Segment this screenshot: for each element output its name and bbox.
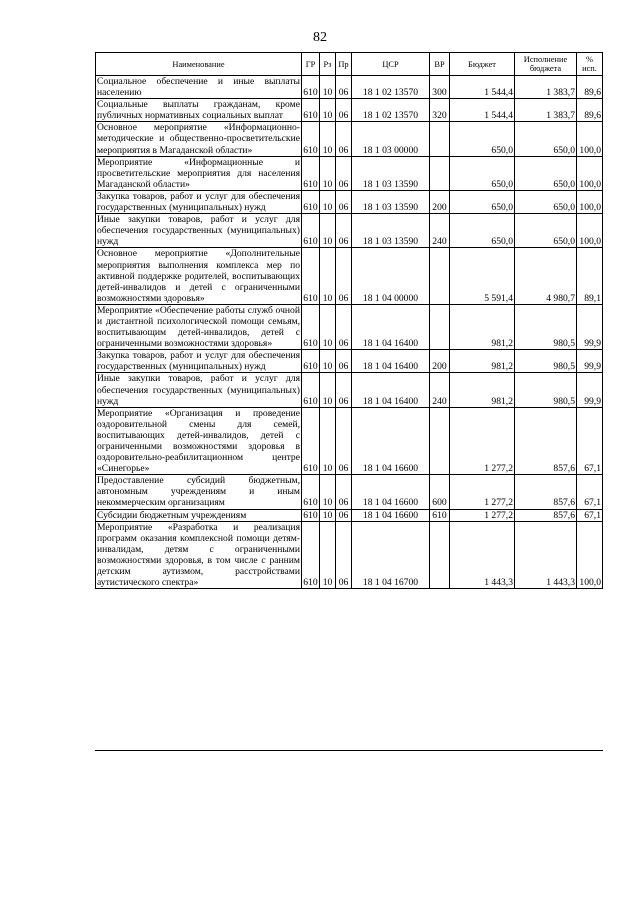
- cell-pr: 06: [336, 521, 352, 589]
- cell-percent: 89,6: [577, 76, 603, 99]
- cell-pr: 06: [336, 350, 352, 373]
- cell-budget: 650,0: [450, 214, 515, 248]
- header-vr: ВР: [430, 53, 450, 76]
- cell-csr: 18 1 03 13590: [352, 190, 430, 213]
- table-row: [96, 76, 603, 99]
- cell-vr: [430, 521, 450, 589]
- cell-gr: 610: [302, 76, 320, 99]
- cell-rz: 10: [320, 214, 336, 248]
- cell-pr: 06: [336, 190, 352, 213]
- header-name: Наименование: [96, 53, 302, 76]
- table-row: [96, 373, 603, 407]
- cell-budget: 1 277,2: [450, 407, 515, 475]
- cell-execution: 980,5: [515, 373, 577, 407]
- cell-vr: 200: [430, 350, 450, 373]
- cell-csr: 18 1 02 13570: [352, 99, 430, 122]
- cell-csr: 18 1 04 16600: [352, 509, 430, 521]
- cell-gr: 610: [302, 350, 320, 373]
- cell-pr: 06: [336, 373, 352, 407]
- cell-name: Иные закупки товаров, работ и услуг для обеспечения государственных (муниципальных) нужд: [97, 214, 300, 248]
- header-rz: Рз: [320, 53, 336, 76]
- cell-csr: 18 1 04 16600: [352, 475, 430, 509]
- cell-gr: 610: [302, 373, 320, 407]
- cell-budget: 650,0: [450, 190, 515, 213]
- cell-budget: 1 277,2: [450, 475, 515, 509]
- cell-csr: 18 1 04 16400: [352, 350, 430, 373]
- cell-budget: 981,2: [450, 304, 515, 349]
- cell-vr: 600: [430, 475, 450, 509]
- cell-gr: 610: [302, 122, 320, 156]
- cell-name: Иные закупки товаров, работ и услуг для обеспечения государственных (муниципальных) нужд: [97, 373, 300, 407]
- cell-budget: 650,0: [450, 122, 515, 156]
- cell-rz: 10: [320, 76, 336, 99]
- table-row: [96, 122, 603, 156]
- cell-gr: 610: [302, 475, 320, 509]
- table-row: [96, 214, 603, 248]
- cell-budget: 650,0: [450, 156, 515, 190]
- cell-execution: 650,0: [515, 214, 577, 248]
- cell-vr: 320: [430, 99, 450, 122]
- table-header-row: [96, 53, 603, 76]
- cell-pr: 06: [336, 214, 352, 248]
- cell-percent: 67,1: [577, 509, 603, 521]
- cell-name: Социальные выплаты гражданам, кроме публичных нормативных социальных выплат: [97, 99, 300, 122]
- cell-execution: 1 443,3: [515, 521, 577, 589]
- cell-gr: 610: [302, 190, 320, 213]
- cell-gr: 610: [302, 407, 320, 475]
- cell-gr: 610: [303, 509, 318, 521]
- cell-percent: 89,1: [577, 248, 603, 304]
- header-gr: ГР: [302, 53, 320, 76]
- cell-rz: 10: [320, 156, 336, 190]
- cell-percent: 99,9: [577, 350, 603, 373]
- header-pr: Пр: [336, 53, 352, 76]
- cell-percent: 89,6: [577, 99, 603, 122]
- header-budget: Бюджет: [450, 53, 515, 76]
- cell-budget: 1 544,4: [450, 76, 515, 99]
- cell-percent: 100,0: [577, 214, 603, 248]
- table-row: [96, 190, 603, 213]
- table-row: [96, 475, 603, 509]
- cell-gr: 610: [302, 214, 320, 248]
- cell-percent: 67,1: [577, 407, 603, 475]
- cell-vr: 610: [430, 509, 450, 521]
- table-row: [96, 304, 603, 349]
- cell-rz: 10: [320, 407, 336, 475]
- cell-execution: 980,5: [515, 350, 577, 373]
- cell-percent: 100,0: [577, 156, 603, 190]
- cell-name: Субсидии бюджетным учреждениям: [96, 509, 302, 521]
- cell-rz: 10: [320, 122, 336, 156]
- cell-vr: [430, 122, 450, 156]
- header-percent: % исп.: [577, 53, 603, 76]
- cell-csr: 18 1 04 16400: [352, 304, 430, 349]
- cell-pr: 06: [336, 122, 352, 156]
- table-row: [96, 350, 603, 373]
- cell-vr: [430, 248, 450, 304]
- cell-name: Предоставление субсидий бюджетным, автономным учреждениям и иным некоммерческим организациям: [97, 475, 300, 509]
- header-csr: ЦСР: [352, 53, 430, 76]
- cell-csr: 18 1 04 16600: [352, 407, 430, 475]
- table-row: [96, 248, 603, 304]
- cell-gr: 610: [302, 99, 320, 122]
- cell-percent: 67,1: [577, 475, 603, 509]
- cell-pr: 06: [336, 509, 352, 521]
- cell-execution: 1 383,7: [515, 99, 577, 122]
- header-execution: Исполнение бюджета: [515, 53, 577, 76]
- cell-name: Социальное обеспечение и иные выплаты населению: [97, 76, 300, 99]
- cell-name: Закупка товаров, работ и услуг для обеспечения государственных (муниципальных) нужд: [97, 190, 300, 214]
- cell-pr: 06: [336, 475, 352, 509]
- cell-pr: 06: [336, 248, 352, 304]
- cell-budget: 981,2: [450, 373, 515, 407]
- cell-pr: 06: [336, 99, 352, 122]
- cell-pr: 06: [336, 156, 352, 190]
- cell-budget: 5 591,4: [450, 248, 515, 304]
- cell-percent: 99,9: [577, 373, 603, 407]
- cell-execution: 857,6: [515, 475, 577, 509]
- cell-budget: 1 443,3: [450, 521, 515, 589]
- cell-budget: 981,2: [450, 350, 515, 373]
- cell-vr: 300: [430, 76, 450, 99]
- cell-pr: 06: [336, 304, 352, 349]
- cell-name: Основное мероприятие «Дополнительные мероприятия выполнения комплекса мер по активной поддержке родителей, воспитывающих детей-инвалидов и детей с ограниченными возможностями здоровья»: [97, 248, 300, 304]
- cell-name: Мероприятие «Обеспечение работы служб очной и дистантной психологической помощи семьям, воспитывающим детей-инвалидов, детей с ограниченными возможностями здоровья»: [97, 304, 300, 350]
- table-row: [96, 509, 603, 521]
- cell-execution: 650,0: [515, 156, 577, 190]
- cell-vr: [430, 156, 450, 190]
- cell-rz: 10: [320, 190, 336, 213]
- table-body: [96, 76, 603, 589]
- budget-table: [95, 52, 603, 589]
- cell-pr: 06: [336, 407, 352, 475]
- cell-gr: 610: [302, 156, 320, 190]
- cell-execution: 650,0: [515, 190, 577, 213]
- table-row: [96, 407, 603, 475]
- cell-vr: 200: [430, 190, 450, 213]
- table-row: [96, 99, 603, 122]
- page-divider: [95, 750, 603, 751]
- cell-percent: 100,0: [577, 521, 603, 589]
- cell-vr: [430, 407, 450, 475]
- cell-name: Мероприятие «Информационные и просветительские мероприятия для населения Магаданской области»: [97, 156, 300, 190]
- cell-csr: 18 1 04 00000: [352, 248, 430, 304]
- cell-name: Мероприятие «Разработка и реализация программ оказания комплексной помощи детям-инвалидам, детям с ограниченными возможностями здоровья, в том числе с ранним детским аутизмом, расстройствами аутистического спектра»: [97, 521, 300, 589]
- cell-rz: 10: [320, 248, 336, 304]
- cell-percent: 99,9: [577, 304, 603, 349]
- cell-name: Закупка товаров, работ и услуг для обеспечения государственных (муниципальных) нужд: [97, 350, 300, 373]
- cell-gr: 610: [302, 521, 320, 589]
- cell-rz: 10: [320, 521, 336, 589]
- cell-rz: 10: [320, 304, 336, 349]
- cell-csr: 18 1 02 13570: [352, 76, 430, 99]
- cell-execution: 857,6: [515, 407, 577, 475]
- cell-gr: 610: [302, 304, 320, 349]
- cell-vr: 240: [430, 373, 450, 407]
- cell-execution: 980,5: [515, 304, 577, 349]
- cell-csr: 18 1 03 13590: [352, 214, 430, 248]
- cell-name: Основное мероприятие «Информационно-методические и общественно-просветительские мероприятия в Магаданской области»: [97, 122, 300, 156]
- cell-execution: 650,0: [515, 122, 577, 156]
- cell-gr: 610: [302, 248, 320, 304]
- cell-budget: 1 544,4: [450, 99, 515, 122]
- cell-percent: 100,0: [577, 190, 603, 213]
- cell-csr: 18 1 04 16400: [352, 373, 430, 407]
- table-row: [96, 521, 603, 589]
- cell-vr: [430, 304, 450, 349]
- cell-csr: 18 1 03 00000: [352, 122, 430, 156]
- cell-budget: 1 277,2: [450, 509, 515, 521]
- table-row: [96, 156, 603, 190]
- cell-execution: 1 383,7: [515, 76, 577, 99]
- cell-percent: 100,0: [577, 122, 603, 156]
- cell-csr: 18 1 03 13590: [352, 156, 430, 190]
- cell-rz: 10: [320, 350, 336, 373]
- cell-rz: 10: [320, 99, 336, 122]
- page-number: 82: [313, 30, 327, 45]
- cell-name: Мероприятие «Организация и проведение оздоровительной смены для семей, воспитывающих детей-инвалидов, детей с ограниченными возможностями здоровья в оздоровительно-реабилитационном центре «Синегорье»: [97, 407, 300, 475]
- cell-execution: 4 980,7: [515, 248, 577, 304]
- cell-rz: 10: [320, 475, 336, 509]
- cell-csr: 18 1 04 16700: [352, 521, 430, 589]
- cell-pr: 06: [336, 76, 352, 99]
- cell-rz: 10: [320, 509, 336, 521]
- cell-execution: 857,6: [515, 509, 577, 521]
- cell-rz: 10: [320, 373, 336, 407]
- cell-vr: 240: [430, 214, 450, 248]
